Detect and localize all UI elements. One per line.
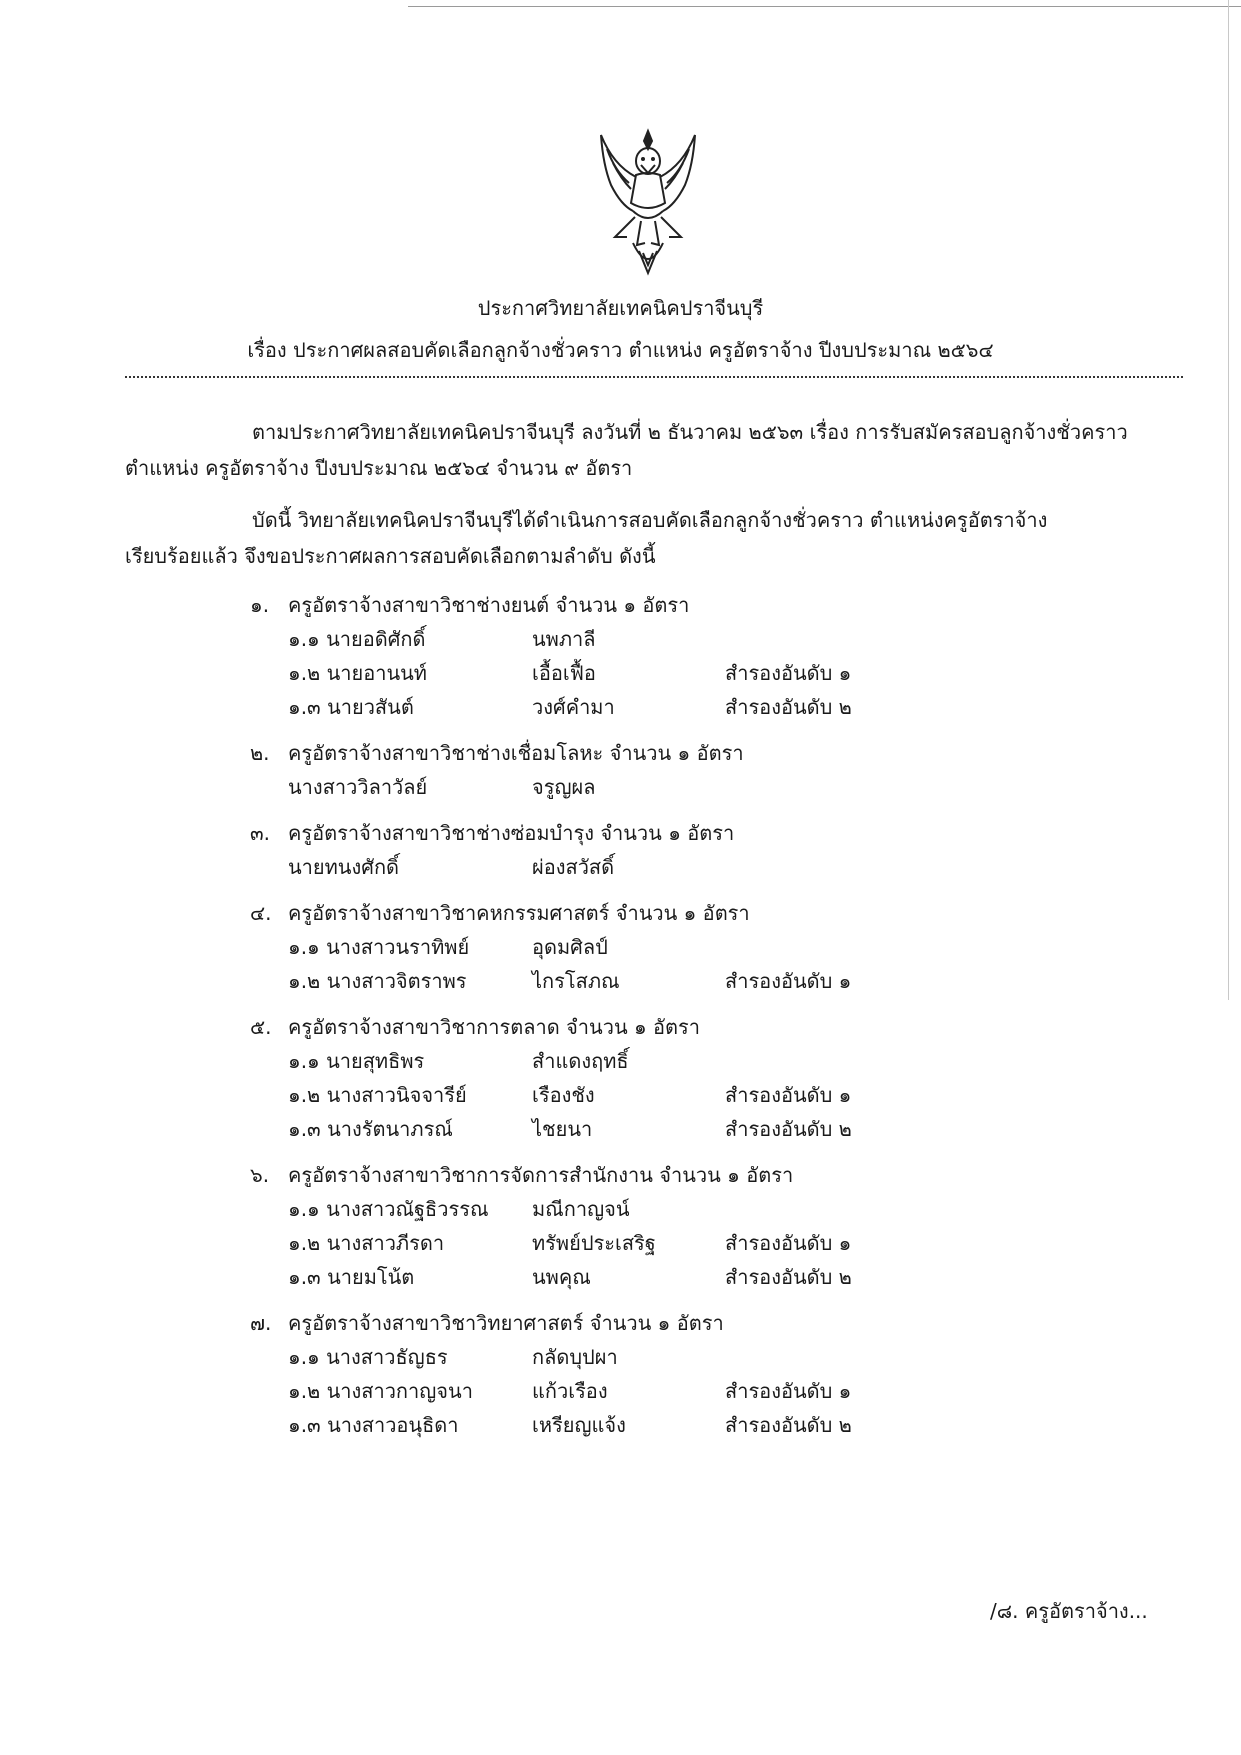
continuation-note: /๘. ครูอัตราจ้าง...	[990, 1599, 1148, 1623]
candidate-row	[250, 1226, 950, 1260]
reserve-rank: สำรองอันดับ ๑	[725, 1083, 852, 1107]
section-heading	[250, 588, 950, 622]
candidate-name: ๑.๑ นางสาวณัฐธิวรรณ	[288, 1197, 489, 1221]
candidate-row	[250, 656, 950, 690]
candidate-name: ๑.๒ นางสาวภีรดา	[288, 1231, 445, 1255]
candidate-row	[250, 770, 950, 804]
intro-paragraph-2-line-1: บัดนี้ วิทยาลัยเทคนิคปราจีนบุรีได้ดำเนินการสอบคัดเลือกลูกจ้างชั่วคราว ตำแหน่งครูอัตราจ้าง	[252, 508, 1048, 532]
section-heading	[250, 1306, 950, 1340]
section-heading	[250, 736, 950, 770]
candidate-row	[250, 964, 950, 998]
candidate-name: นายทนงศักดิ์	[288, 855, 400, 879]
section-heading	[250, 896, 950, 930]
candidate-surname: เอื้อเฟื้อ	[532, 661, 596, 685]
candidate-surname: เรืองชัง	[532, 1083, 595, 1107]
candidate-surname: ไกรโสภณ	[532, 969, 620, 993]
reserve-rank: สำรองอันดับ ๑	[725, 661, 852, 685]
candidate-name: ๑.๓ นางสาวอนุธิดา	[288, 1413, 459, 1437]
candidate-row	[250, 930, 950, 964]
candidate-surname: มณีกาญจน์	[532, 1197, 630, 1221]
section-heading	[250, 816, 950, 850]
position-section	[250, 1010, 950, 1146]
candidate-row	[250, 850, 950, 884]
candidate-name: ๑.๓ นายวสันต์	[288, 695, 414, 719]
section-title: ครูอัตราจ้างสาขาวิชาคหกรรมศาสตร์ จำนวน ๑ อัตรา	[288, 901, 750, 925]
candidate-surname: ผ่องสวัสดิ์	[532, 855, 615, 879]
candidate-name: ๑.๑ นายสุทธิพร	[288, 1049, 425, 1073]
candidate-name: ๑.๓ นายมโน้ต	[288, 1265, 415, 1289]
candidate-surname: กลัดบุปผา	[532, 1345, 618, 1369]
candidate-row	[250, 1260, 950, 1294]
candidate-name: ๑.๒ นางสาวนิจจารีย์	[288, 1083, 467, 1107]
candidate-row	[250, 1408, 950, 1442]
reserve-rank: สำรองอันดับ ๑	[725, 1379, 852, 1403]
section-title: ครูอัตราจ้างสาขาวิชาช่างซ่อมบำรุง จำนวน ๑ อัตรา	[288, 821, 735, 845]
reserve-rank: สำรองอันดับ ๑	[725, 969, 852, 993]
section-heading	[250, 1010, 950, 1044]
section-heading	[250, 1158, 950, 1192]
candidate-surname: เหรียญแจ้ง	[532, 1413, 626, 1437]
candidate-surname: ไชยนา	[532, 1117, 593, 1141]
position-section	[250, 736, 950, 804]
candidate-name: ๑.๒ นายอานนท์	[288, 661, 427, 685]
candidate-name: ๑.๒ นางสาวกาญจนา	[288, 1379, 473, 1403]
section-title: ครูอัตราจ้างสาขาวิชาการตลาด จำนวน ๑ อัตรา	[288, 1015, 700, 1039]
section-number: ๗.	[250, 1311, 272, 1335]
candidate-row	[250, 1340, 950, 1374]
candidate-surname: สำแดงฤทธิ์	[532, 1049, 629, 1073]
candidate-row	[250, 1192, 950, 1226]
top-border-line	[408, 6, 1241, 7]
candidate-row	[250, 622, 950, 656]
garuda-emblem-icon	[593, 125, 703, 280]
candidate-surname: จรูญผล	[532, 775, 596, 799]
intro-paragraph-1-line-1: ตามประกาศวิทยาลัยเทคนิคปราจีนบุรี ลงวันที่ ๒ ธันวาคม ๒๕๖๓ เรื่อง การรับสมัครสอบลูกจ้างชั่วคราว	[252, 420, 1128, 444]
candidate-row	[250, 1044, 950, 1078]
section-number: ๒.	[250, 741, 270, 765]
reserve-rank: สำรองอันดับ ๒	[725, 1117, 852, 1141]
position-section	[250, 896, 950, 998]
candidate-surname: วงศ์คำมา	[532, 695, 615, 719]
reserve-rank: สำรองอันดับ ๑	[725, 1231, 852, 1255]
reserve-rank: สำรองอันดับ ๒	[725, 1265, 852, 1289]
candidate-name: ๑.๑ นางสาวธัญธร	[288, 1345, 448, 1369]
position-section	[250, 816, 950, 884]
section-number: ๑.	[250, 593, 270, 617]
intro-paragraph-2-line-2: เรียบร้อยแล้ว จึงขอประกาศผลการสอบคัดเลือกตามลำดับ ดังนี้	[125, 544, 656, 568]
candidate-surname: นพภาลี	[532, 627, 596, 651]
dotted-divider	[125, 376, 1183, 378]
candidate-name: ๑.๑ นางสาวนราทิพย์	[288, 935, 470, 959]
position-section	[250, 1306, 950, 1442]
intro-paragraph-1-line-2: ตำแหน่ง ครูอัตราจ้าง ปีงบประมาณ ๒๕๖๔ จำนวน ๙ อัตรา	[125, 456, 633, 480]
announcement-title: ประกาศวิทยาลัยเทคนิคปราจีนบุรี	[477, 296, 764, 320]
reserve-rank: สำรองอันดับ ๒	[725, 695, 852, 719]
section-title: ครูอัตราจ้างสาขาวิชาการจัดการสำนักงาน จำนวน ๑ อัตรา	[288, 1163, 794, 1187]
candidate-row	[250, 690, 950, 724]
section-title: ครูอัตราจ้างสาขาวิชาวิทยาศาสตร์ จำนวน ๑ อัตรา	[288, 1311, 724, 1335]
section-number: ๕.	[250, 1015, 272, 1039]
section-number: ๖.	[250, 1163, 270, 1187]
position-section	[250, 588, 950, 724]
right-border-line	[1228, 0, 1229, 1000]
candidate-surname: แก้วเรือง	[532, 1379, 608, 1403]
section-title: ครูอัตราจ้างสาขาวิชาช่างเชื่อมโลหะ จำนวน ๑ อัตรา	[288, 741, 744, 765]
candidate-row	[250, 1078, 950, 1112]
candidate-surname: นพคุณ	[532, 1265, 591, 1289]
candidate-name: ๑.๒ นางสาวจิตราพร	[288, 969, 467, 993]
results-list	[250, 588, 950, 1454]
reserve-rank: สำรองอันดับ ๒	[725, 1413, 852, 1437]
candidate-name: นางสาววิลาวัลย์	[288, 775, 428, 799]
section-number: ๔.	[250, 901, 272, 925]
candidate-row	[250, 1112, 950, 1146]
candidate-surname: อุดมศิลป์	[532, 935, 608, 959]
candidate-surname: ทรัพย์ประเสริฐ	[532, 1231, 656, 1255]
position-section	[250, 1158, 950, 1294]
candidate-name: ๑.๑ นายอดิศักดิ์	[288, 627, 426, 651]
candidate-name: ๑.๓ นางรัตนาภรณ์	[288, 1117, 453, 1141]
candidate-row	[250, 1374, 950, 1408]
section-title: ครูอัตราจ้างสาขาวิชาช่างยนต์ จำนวน ๑ อัตรา	[288, 593, 690, 617]
announcement-subject: เรื่อง ประกาศผลสอบคัดเลือกลูกจ้างชั่วคราว ตำแหน่ง ครูอัตราจ้าง ปีงบประมาณ ๒๕๖๔	[247, 338, 994, 362]
section-number: ๓.	[250, 821, 271, 845]
